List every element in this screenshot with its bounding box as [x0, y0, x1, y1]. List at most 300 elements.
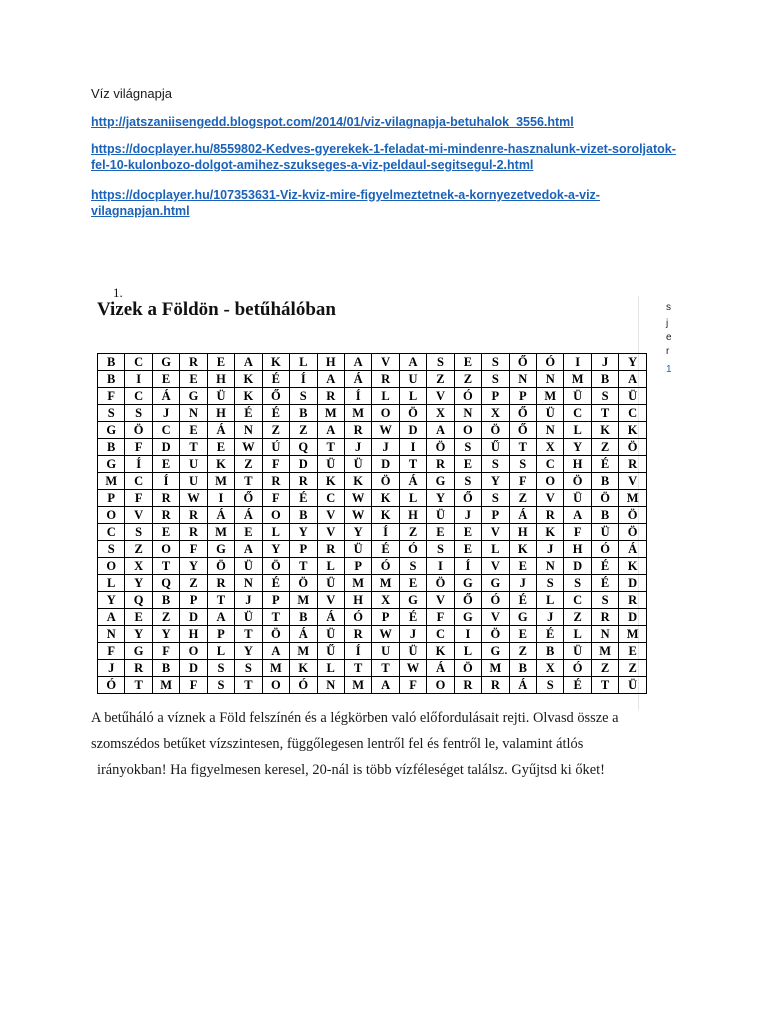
grid-cell: Ö: [207, 558, 234, 575]
grid-cell: A: [317, 371, 344, 388]
grid-cell: P: [98, 490, 125, 507]
grid-cell: F: [125, 490, 152, 507]
grid-cell: O: [427, 677, 454, 694]
grid-cell: H: [564, 456, 591, 473]
grid-cell: M: [344, 677, 371, 694]
grid-cell: M: [619, 626, 647, 643]
grid-cell: U: [399, 371, 426, 388]
grid-cell: B: [152, 592, 179, 609]
grid-cell: S: [509, 456, 536, 473]
grid-cell: N: [509, 371, 536, 388]
grid-cell: S: [207, 660, 234, 677]
grid-cell: P: [482, 388, 509, 405]
grid-cell: X: [427, 405, 454, 422]
grid-cell: S: [454, 473, 481, 490]
grid-cell: Ü: [344, 456, 371, 473]
grid-cell: L: [454, 643, 481, 660]
grid-cell: F: [180, 677, 207, 694]
grid-cell: J: [509, 575, 536, 592]
grid-cell: E: [180, 371, 207, 388]
grid-cell: K: [619, 422, 647, 439]
grid-cell: N: [537, 371, 564, 388]
grid-cell: Ü: [591, 524, 618, 541]
grid-cell: Z: [591, 660, 618, 677]
grid-cell: I: [125, 371, 152, 388]
grid-cell: Ö: [262, 558, 289, 575]
grid-cell: T: [344, 660, 371, 677]
grid-cell: E: [152, 456, 179, 473]
grid-cell: S: [591, 592, 618, 609]
grid-cell: A: [399, 354, 426, 371]
grid-cell: S: [427, 541, 454, 558]
grid-cell: Ű: [317, 643, 344, 660]
grid-cell: B: [290, 507, 317, 524]
grid-cell: R: [619, 456, 647, 473]
grid-cell: M: [290, 592, 317, 609]
grid-cell: E: [427, 524, 454, 541]
grid-cell: T: [152, 558, 179, 575]
grid-cell: C: [564, 592, 591, 609]
grid-cell: E: [152, 371, 179, 388]
grid-cell: R: [125, 660, 152, 677]
grid-cell: Ü: [619, 677, 647, 694]
grid-cell: O: [262, 677, 289, 694]
grid-cell: Ö: [427, 575, 454, 592]
grid-cell: R: [180, 524, 207, 541]
grid-cell: Ő: [262, 388, 289, 405]
grid-cell: X: [125, 558, 152, 575]
grid-cell: J: [591, 354, 618, 371]
grid-cell: C: [125, 388, 152, 405]
grid-cell: S: [482, 490, 509, 507]
grid-cell: Ö: [454, 660, 481, 677]
grid-row: [98, 490, 647, 507]
grid-row: [98, 354, 647, 371]
grid-cell: Y: [262, 541, 289, 558]
grid-cell: C: [317, 490, 344, 507]
grid-cell: G: [125, 643, 152, 660]
grid-cell: L: [207, 643, 234, 660]
grid-cell: M: [207, 473, 234, 490]
grid-cell: C: [537, 456, 564, 473]
link-docplayer-kedves-gyerekek[interactable]: https://docplayer.hu/8559802-Kedves-gyerekek-1-feladat-mi-mindenre-hasznalunk-vizet-soroljatok-fel-10-kulonbozo-dolgot-amihez-szukseges-a-viz-peldaul-segitsegul-2.html: [91, 142, 676, 172]
grid-cell: Ü: [564, 388, 591, 405]
grid-row: [98, 388, 647, 405]
wordsearch-title: Vizek a Földön - betűhálóban: [97, 299, 336, 320]
grid-cell: X: [537, 439, 564, 456]
grid-cell: E: [454, 541, 481, 558]
grid-cell: Ü: [564, 643, 591, 660]
grid-cell: Z: [454, 371, 481, 388]
grid-cell: G: [399, 592, 426, 609]
grid-cell: K: [372, 507, 399, 524]
grid-cell: K: [372, 490, 399, 507]
grid-cell: S: [537, 575, 564, 592]
grid-cell: Z: [509, 490, 536, 507]
grid-cell: F: [180, 541, 207, 558]
grid-cell: E: [207, 439, 234, 456]
grid-cell: Ó: [564, 660, 591, 677]
grid-cell: N: [537, 558, 564, 575]
document-title: Víz világnapja: [91, 86, 172, 101]
grid-cell: Ó: [537, 354, 564, 371]
grid-cell: U: [180, 473, 207, 490]
grid-cell: G: [509, 609, 536, 626]
grid-cell: Ó: [591, 541, 618, 558]
grid-cell: R: [290, 473, 317, 490]
grid-cell: S: [427, 354, 454, 371]
grid-cell: R: [262, 473, 289, 490]
grid-cell: Ó: [399, 541, 426, 558]
grid-cell: Q: [152, 575, 179, 592]
grid-cell: Y: [235, 643, 262, 660]
grid-cell: Y: [427, 490, 454, 507]
grid-cell: N: [317, 677, 344, 694]
grid-cell: L: [98, 575, 125, 592]
grid-cell: Q: [125, 592, 152, 609]
grid-cell: S: [290, 388, 317, 405]
grid-cell: B: [98, 371, 125, 388]
grid-cell: T: [262, 609, 289, 626]
grid-cell: É: [509, 592, 536, 609]
grid-cell: Z: [591, 439, 618, 456]
grid-cell: V: [125, 507, 152, 524]
grid-cell: Ó: [344, 609, 371, 626]
grid-cell: Í: [125, 456, 152, 473]
grid-cell: Á: [207, 507, 234, 524]
grid-cell: Ü: [399, 643, 426, 660]
grid-cell: Z: [262, 422, 289, 439]
grid-cell: É: [537, 626, 564, 643]
grid-cell: Y: [125, 626, 152, 643]
grid-cell: D: [180, 609, 207, 626]
grid-cell: T: [125, 677, 152, 694]
grid-cell: L: [399, 490, 426, 507]
grid-cell: Ö: [290, 575, 317, 592]
grid-cell: D: [564, 558, 591, 575]
grid-cell: L: [372, 388, 399, 405]
grid-cell: J: [454, 507, 481, 524]
grid-cell: Ü: [537, 405, 564, 422]
grid-cell: E: [399, 575, 426, 592]
grid-row: [98, 626, 647, 643]
grid-cell: F: [125, 439, 152, 456]
grid-cell: J: [537, 541, 564, 558]
grid-cell: Ö: [619, 507, 647, 524]
grid-cell: Ü: [344, 541, 371, 558]
grid-cell: Z: [235, 456, 262, 473]
link-jatszaniisengedd[interactable]: http://jatszaniisengedd.blogspot.com/2014/01/viz-vilagnapja-betuhalok_3556.html: [91, 115, 574, 129]
grid-cell: L: [317, 558, 344, 575]
grid-cell: S: [537, 677, 564, 694]
grid-cell: A: [344, 354, 371, 371]
grid-cell: A: [98, 609, 125, 626]
grid-cell: D: [372, 456, 399, 473]
grid-cell: V: [619, 473, 647, 490]
grid-cell: Ó: [290, 677, 317, 694]
grid-cell: M: [207, 524, 234, 541]
grid-cell: F: [399, 677, 426, 694]
grid-cell: É: [399, 609, 426, 626]
grid-cell: L: [399, 388, 426, 405]
grid-cell: Ő: [454, 490, 481, 507]
grid-cell: N: [180, 405, 207, 422]
grid-cell: Ü: [619, 388, 647, 405]
grid-cell: Ü: [317, 626, 344, 643]
grid-cell: Ó: [454, 388, 481, 405]
grid-cell: Y: [290, 524, 317, 541]
instructions: [91, 705, 676, 783]
grid-cell: O: [180, 643, 207, 660]
grid-cell: E: [152, 524, 179, 541]
grid-cell: E: [454, 354, 481, 371]
grid-cell: K: [537, 524, 564, 541]
grid-cell: C: [125, 354, 152, 371]
grid-cell: N: [537, 422, 564, 439]
grid-cell: G: [98, 422, 125, 439]
link-docplayer-viz-kviz[interactable]: https://docplayer.hu/107353631-Viz-kviz-mire-figyelmeztetnek-a-kornyezetvedok-a-viz-vilagnapjan.html: [91, 188, 600, 218]
grid-cell: R: [427, 456, 454, 473]
grid-cell: D: [152, 439, 179, 456]
grid-cell: R: [180, 507, 207, 524]
grid-cell: S: [399, 558, 426, 575]
grid-row: [98, 592, 647, 609]
grid-cell: X: [372, 592, 399, 609]
grid-cell: P: [180, 592, 207, 609]
grid-cell: D: [619, 609, 647, 626]
grid-row: [98, 405, 647, 422]
grid-cell: E: [180, 422, 207, 439]
grid-cell: Á: [317, 609, 344, 626]
grid-cell: P: [344, 558, 371, 575]
grid-cell: I: [564, 354, 591, 371]
grid-cell: L: [537, 592, 564, 609]
grid-cell: W: [235, 439, 262, 456]
grid-cell: D: [180, 660, 207, 677]
grid-cell: C: [125, 473, 152, 490]
grid-cell: X: [537, 660, 564, 677]
grid-cell: Ü: [207, 388, 234, 405]
instruction-line: szomszédos betűket vízszintesen, függőlegesen lentről fel és fentről le, valamint átlós: [91, 736, 584, 752]
grid-cell: Y: [619, 354, 647, 371]
grid-cell: N: [591, 626, 618, 643]
grid-cell: Ó: [98, 677, 125, 694]
grid-cell: Í: [290, 371, 317, 388]
grid-cell: T: [180, 439, 207, 456]
grid-cell: Á: [619, 541, 647, 558]
grid-cell: Ö: [591, 490, 618, 507]
grid-cell: I: [207, 490, 234, 507]
grid-cell: T: [372, 660, 399, 677]
instruction-line: irányokban! Ha figyelmesen keresel, 20-nál is több vízféleséget találsz. Gyűjtsd ki őket!: [97, 762, 605, 778]
grid-cell: M: [98, 473, 125, 490]
grid-cell: Í: [152, 473, 179, 490]
grid-cell: M: [564, 371, 591, 388]
grid-cell: E: [125, 609, 152, 626]
instruction-line: A betűháló a víznek a Föld felszínén és a légkörben való előfordulásait rejti. Olvasd össze a: [91, 710, 619, 726]
grid-cell: K: [344, 473, 371, 490]
grid-cell: H: [180, 626, 207, 643]
grid-cell: Z: [125, 541, 152, 558]
grid-cell: J: [372, 439, 399, 456]
grid-cell: N: [235, 575, 262, 592]
grid-cell: M: [152, 677, 179, 694]
grid-cell: É: [235, 405, 262, 422]
grid-cell: S: [454, 439, 481, 456]
grid-cell: M: [317, 405, 344, 422]
grid-cell: Z: [564, 609, 591, 626]
grid-cell: K: [591, 422, 618, 439]
grid-cell: A: [564, 507, 591, 524]
grid-cell: G: [454, 575, 481, 592]
grid-cell: W: [399, 660, 426, 677]
grid-cell: J: [344, 439, 371, 456]
grid-cell: H: [317, 354, 344, 371]
grid-cell: F: [262, 456, 289, 473]
grid-cell: T: [591, 677, 618, 694]
grid-cell: P: [482, 507, 509, 524]
grid-cell: Ö: [125, 422, 152, 439]
grid-cell: B: [537, 643, 564, 660]
grid-cell: G: [482, 643, 509, 660]
grid-cell: T: [399, 456, 426, 473]
grid-cell: Ó: [482, 592, 509, 609]
grid-cell: Ü: [317, 456, 344, 473]
grid-cell: L: [482, 541, 509, 558]
grid-cell: Ö: [482, 422, 509, 439]
grid-cell: Í: [454, 558, 481, 575]
grid-cell: I: [399, 439, 426, 456]
grid-cell: Á: [207, 422, 234, 439]
grid-cell: J: [399, 626, 426, 643]
grid-cell: Ű: [482, 439, 509, 456]
grid-cell: Z: [427, 371, 454, 388]
grid-cell: B: [152, 660, 179, 677]
grid-cell: S: [482, 456, 509, 473]
grid-cell: A: [235, 354, 262, 371]
grid-cell: Ü: [427, 507, 454, 524]
grid-cell: Y: [125, 575, 152, 592]
grid-cell: Ü: [235, 609, 262, 626]
grid-cell: Y: [98, 592, 125, 609]
grid-cell: K: [262, 354, 289, 371]
grid-cell: T: [317, 439, 344, 456]
grid-row: [98, 371, 647, 388]
grid-cell: Ö: [427, 439, 454, 456]
grid-cell: C: [98, 524, 125, 541]
grid-cell: Á: [152, 388, 179, 405]
grid-cell: É: [262, 405, 289, 422]
grid-cell: H: [207, 405, 234, 422]
grid-cell: É: [591, 558, 618, 575]
grid-cell: S: [125, 524, 152, 541]
grid-cell: É: [591, 456, 618, 473]
grid-cell: Y: [180, 558, 207, 575]
grid-cell: E: [454, 456, 481, 473]
grid-cell: R: [180, 354, 207, 371]
grid-cell: Ő: [235, 490, 262, 507]
grid-cell: W: [180, 490, 207, 507]
grid-cell: Ó: [372, 558, 399, 575]
grid-cell: Y: [152, 626, 179, 643]
grid-cell: Á: [290, 626, 317, 643]
grid-cell: E: [235, 524, 262, 541]
grid-cell: Í: [344, 643, 371, 660]
grid-cell: K: [235, 388, 262, 405]
grid-cell: Ö: [619, 524, 647, 541]
grid-cell: Á: [344, 371, 371, 388]
grid-cell: O: [537, 473, 564, 490]
grid-cell: L: [564, 422, 591, 439]
grid-cell: Ú: [262, 439, 289, 456]
grid-cell: G: [207, 541, 234, 558]
grid-cell: E: [207, 354, 234, 371]
grid-cell: Q: [290, 439, 317, 456]
grid-cell: M: [482, 660, 509, 677]
grid-cell: É: [262, 371, 289, 388]
grid-cell: R: [619, 592, 647, 609]
grid-cell: E: [509, 626, 536, 643]
grid-cell: Á: [509, 507, 536, 524]
grid-cell: V: [482, 558, 509, 575]
cropped-side-text: r: [666, 346, 670, 357]
grid-cell: L: [290, 354, 317, 371]
grid-cell: B: [591, 473, 618, 490]
grid-cell: B: [290, 405, 317, 422]
grid-row: [98, 575, 647, 592]
grid-cell: Í: [344, 388, 371, 405]
grid-cell: L: [317, 660, 344, 677]
grid-cell: U: [180, 456, 207, 473]
grid-cell: R: [207, 575, 234, 592]
grid-cell: Ü: [317, 575, 344, 592]
grid-cell: Ü: [235, 558, 262, 575]
grid-cell: N: [454, 405, 481, 422]
grid-cell: N: [98, 626, 125, 643]
grid-cell: R: [537, 507, 564, 524]
grid-cell: F: [262, 490, 289, 507]
grid-cell: É: [262, 575, 289, 592]
grid-cell: S: [564, 575, 591, 592]
grid-cell: Z: [180, 575, 207, 592]
grid-cell: V: [317, 592, 344, 609]
cropped-side-text: s: [666, 302, 671, 313]
grid-cell: M: [619, 490, 647, 507]
grid-cell: D: [619, 575, 647, 592]
grid-cell: R: [344, 626, 371, 643]
grid-cell: S: [235, 660, 262, 677]
grid-cell: S: [207, 677, 234, 694]
grid-row: [98, 609, 647, 626]
grid-cell: M: [372, 575, 399, 592]
grid-cell: Í: [372, 524, 399, 541]
grid-cell: É: [372, 541, 399, 558]
grid-cell: E: [454, 524, 481, 541]
grid-row: [98, 507, 647, 524]
grid-cell: S: [482, 354, 509, 371]
grid-row: [98, 524, 647, 541]
grid-cell: R: [317, 388, 344, 405]
grid-cell: B: [98, 354, 125, 371]
grid-cell: S: [98, 405, 125, 422]
grid-cell: B: [509, 660, 536, 677]
grid-cell: O: [152, 541, 179, 558]
grid-cell: P: [207, 626, 234, 643]
grid-cell: C: [619, 405, 647, 422]
grid-cell: K: [290, 660, 317, 677]
grid-cell: S: [591, 388, 618, 405]
grid-cell: Ö: [262, 626, 289, 643]
